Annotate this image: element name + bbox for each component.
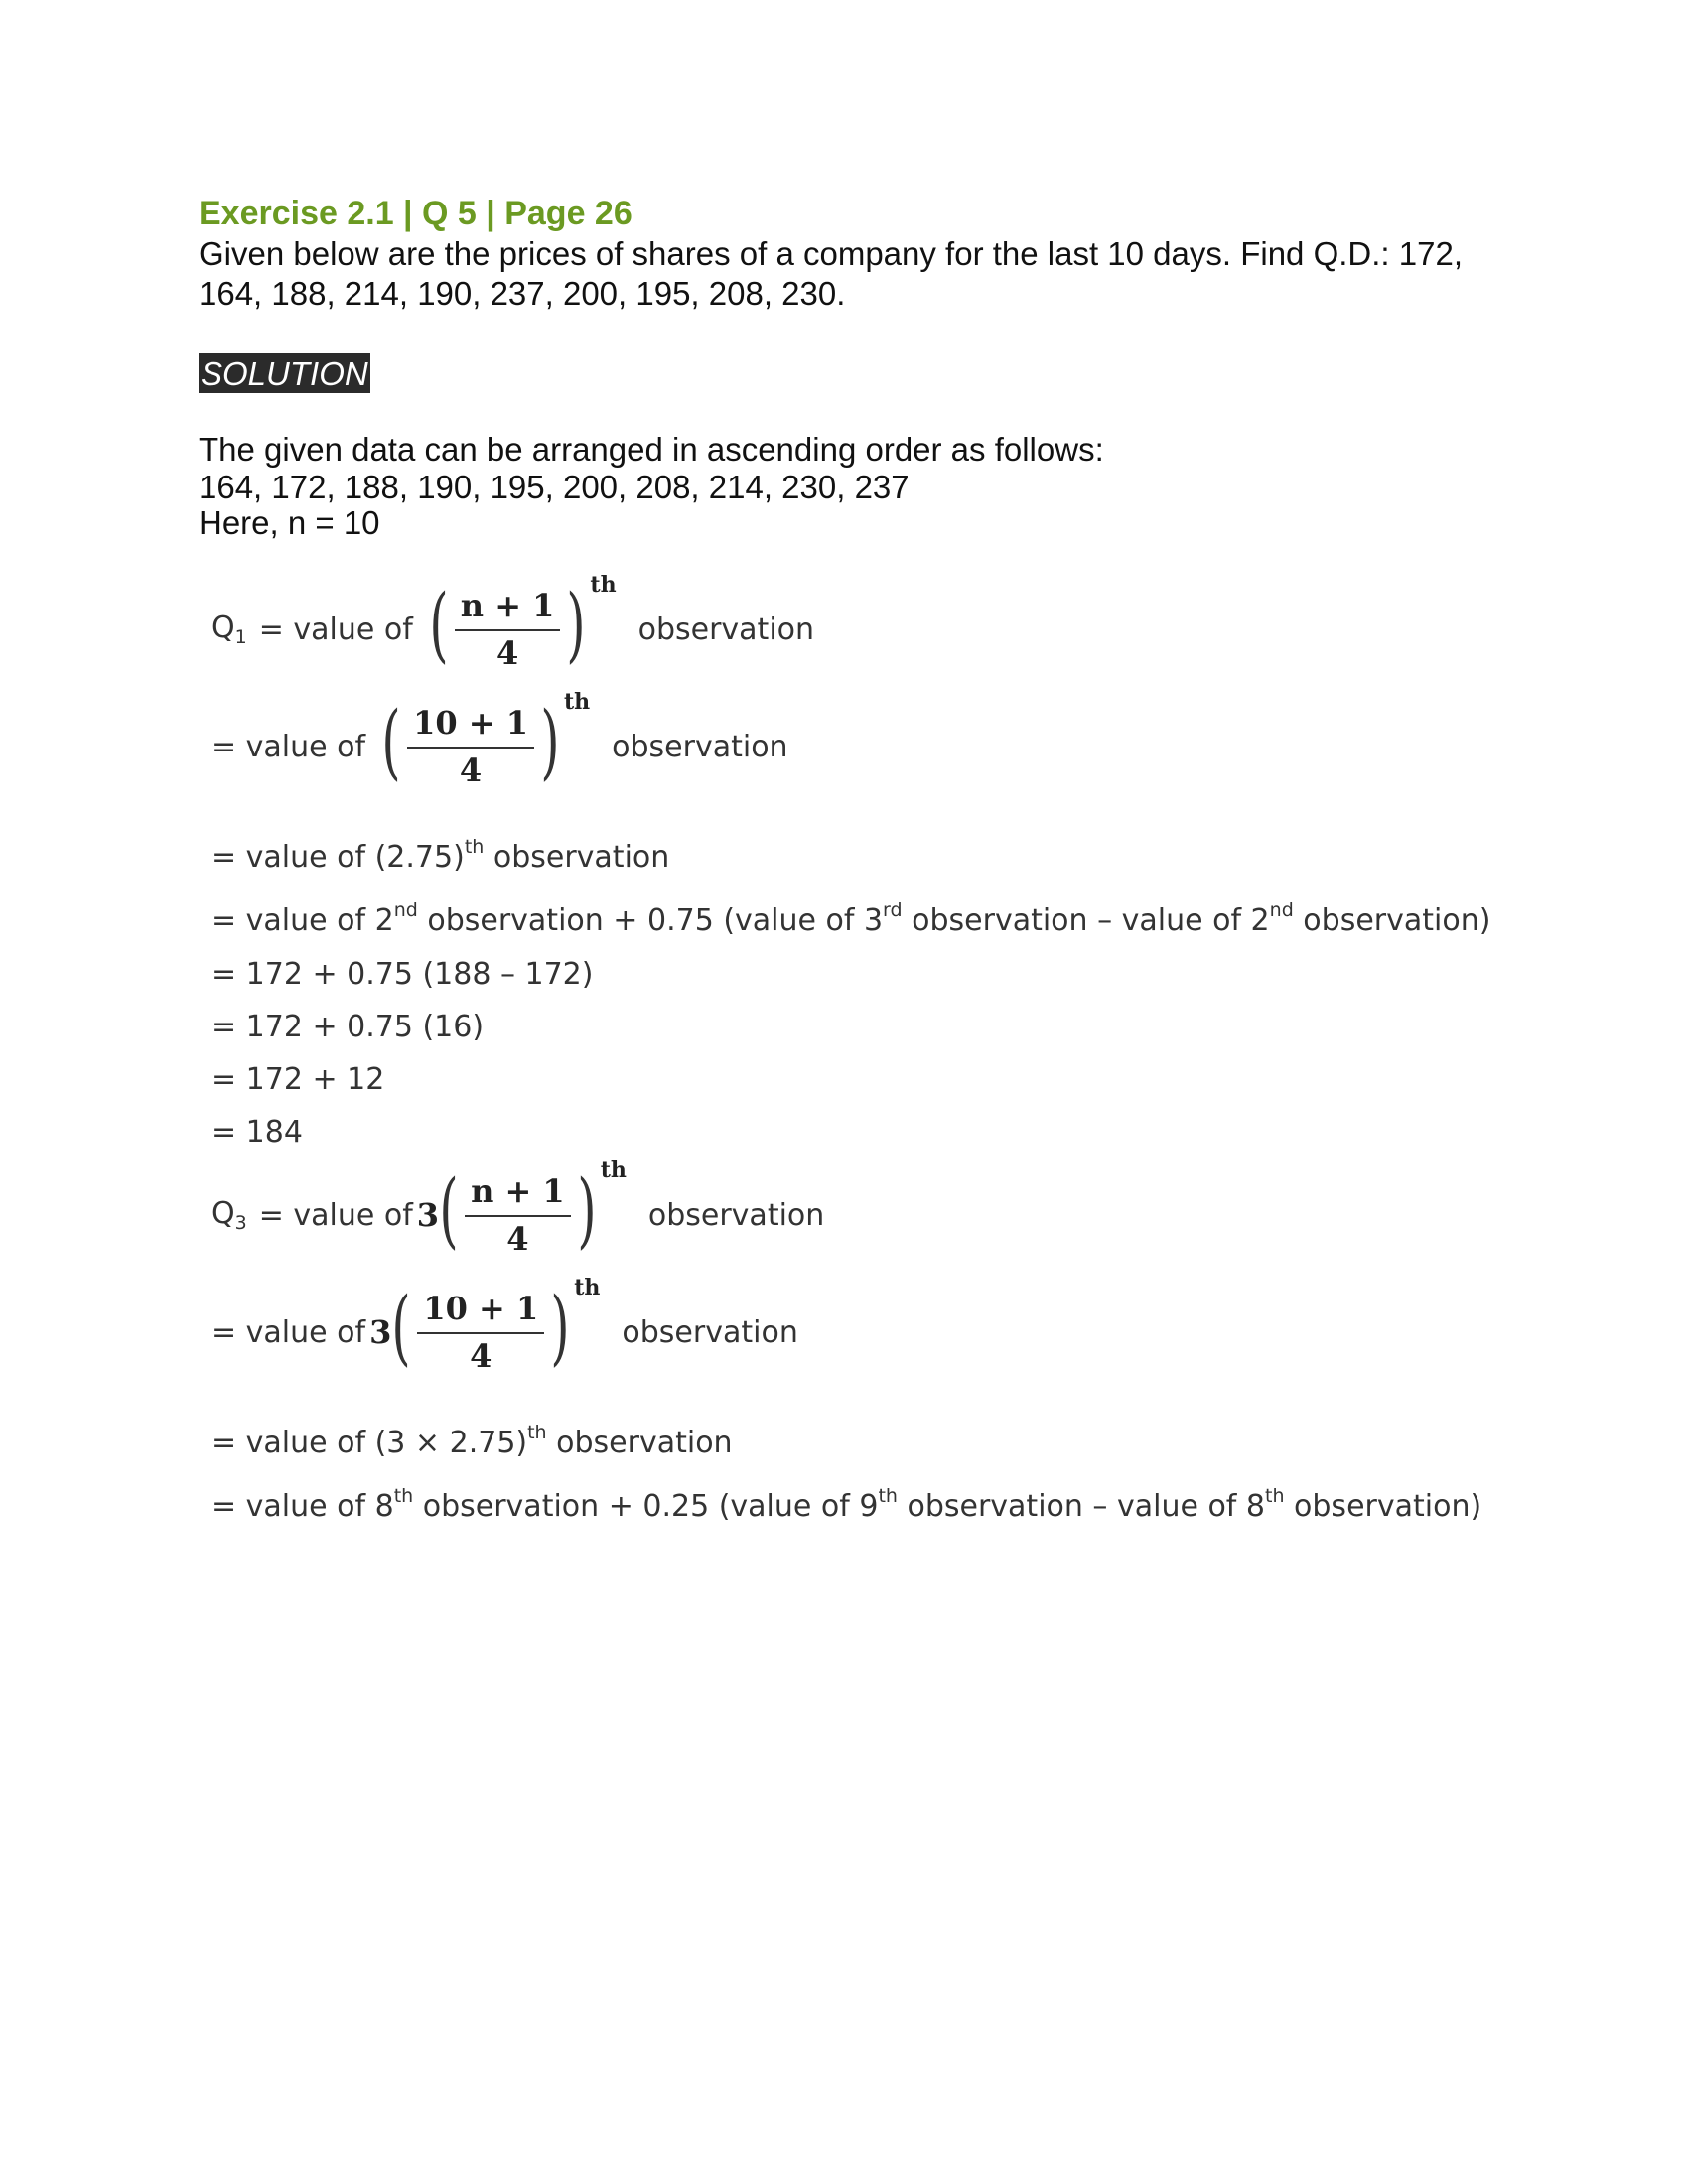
value-of: = value of bbox=[211, 1314, 366, 1350]
q3-step-position: = value of $(3 \times 2.75)^{th}$ observation bbox=[211, 1422, 733, 1460]
q1-value-of: = value of bbox=[258, 612, 413, 647]
q1-result: = 184 bbox=[211, 1115, 303, 1150]
ordinal-th: th bbox=[600, 1158, 627, 1183]
q1-step-position: = value of $(2.75)^{th}$ observation bbox=[211, 836, 670, 875]
q3-value-of: = value of bbox=[258, 1197, 413, 1233]
q3-symbol: $Q_3$ bbox=[211, 1196, 247, 1234]
left-paren: ( bbox=[381, 695, 401, 789]
left-paren: ( bbox=[391, 1281, 411, 1375]
q3-formula bbox=[211, 1158, 825, 1259]
q1-step-interpolation: = value of 2nd observation + 0.75 (value of 3rd observation – value of 2nd observation) bbox=[211, 899, 1491, 938]
exercise-heading: Exercise 2.1 | Q 5 | Page 26 bbox=[199, 195, 633, 232]
right-paren: ) bbox=[550, 1281, 570, 1375]
solution-label: SOLUTION bbox=[201, 355, 368, 392]
ordinal-th: th bbox=[574, 1275, 601, 1300]
multiplier: 3 bbox=[369, 1313, 392, 1351]
fraction: $\frac{10 + 1}{4}$ bbox=[407, 703, 534, 790]
intro-text: The given data can be arranged in ascending order as follows: bbox=[199, 431, 1104, 468]
left-paren: ( bbox=[429, 578, 449, 672]
observation-label: observation bbox=[612, 729, 788, 764]
q1-substituted bbox=[211, 689, 788, 790]
q3-step-interpolation: = value of 8th observation + 0.25 (value of 9th observation – value of 8th observation) bbox=[211, 1485, 1482, 1524]
q1-formula bbox=[211, 572, 815, 673]
ordinal-th: th bbox=[590, 572, 617, 598]
q1-step: = 172 + 0.75 (16) bbox=[211, 1010, 485, 1044]
q1-step: = 172 + 0.75 (188 – 172) bbox=[211, 957, 594, 992]
multiplier: 3 bbox=[416, 1196, 440, 1234]
right-paren: ) bbox=[577, 1163, 597, 1258]
fraction: $\frac{10 + 1}{4}$ bbox=[417, 1289, 544, 1376]
right-paren: ) bbox=[540, 695, 560, 789]
fraction: $\frac{n + 1}{4}$ bbox=[465, 1171, 571, 1259]
q1-step: = 172 + 12 bbox=[211, 1062, 385, 1097]
right-paren: ) bbox=[566, 578, 587, 672]
question-text: Given below are the prices of shares of a company for the last 10 days. Find Q.D.: 172, 164, 188, 214, 190, 237, 200, 195, 208, 230. bbox=[199, 235, 1463, 312]
observation-label: observation bbox=[647, 1197, 825, 1233]
observation-label: observation bbox=[622, 1314, 798, 1350]
n-value: Here, n = 10 bbox=[199, 504, 380, 541]
ordinal-th: th bbox=[563, 689, 591, 715]
value-of: = value of bbox=[211, 729, 366, 764]
fraction: $\frac{n + 1}{4}$ bbox=[455, 586, 561, 673]
observation-label: observation bbox=[637, 612, 815, 647]
q3-substituted bbox=[211, 1275, 798, 1376]
sorted-data: 164, 172, 188, 190, 195, 200, 208, 214, 230, 237 bbox=[199, 469, 910, 505]
q1-symbol: $Q_1$ bbox=[211, 611, 247, 648]
left-paren: ( bbox=[439, 1163, 459, 1258]
